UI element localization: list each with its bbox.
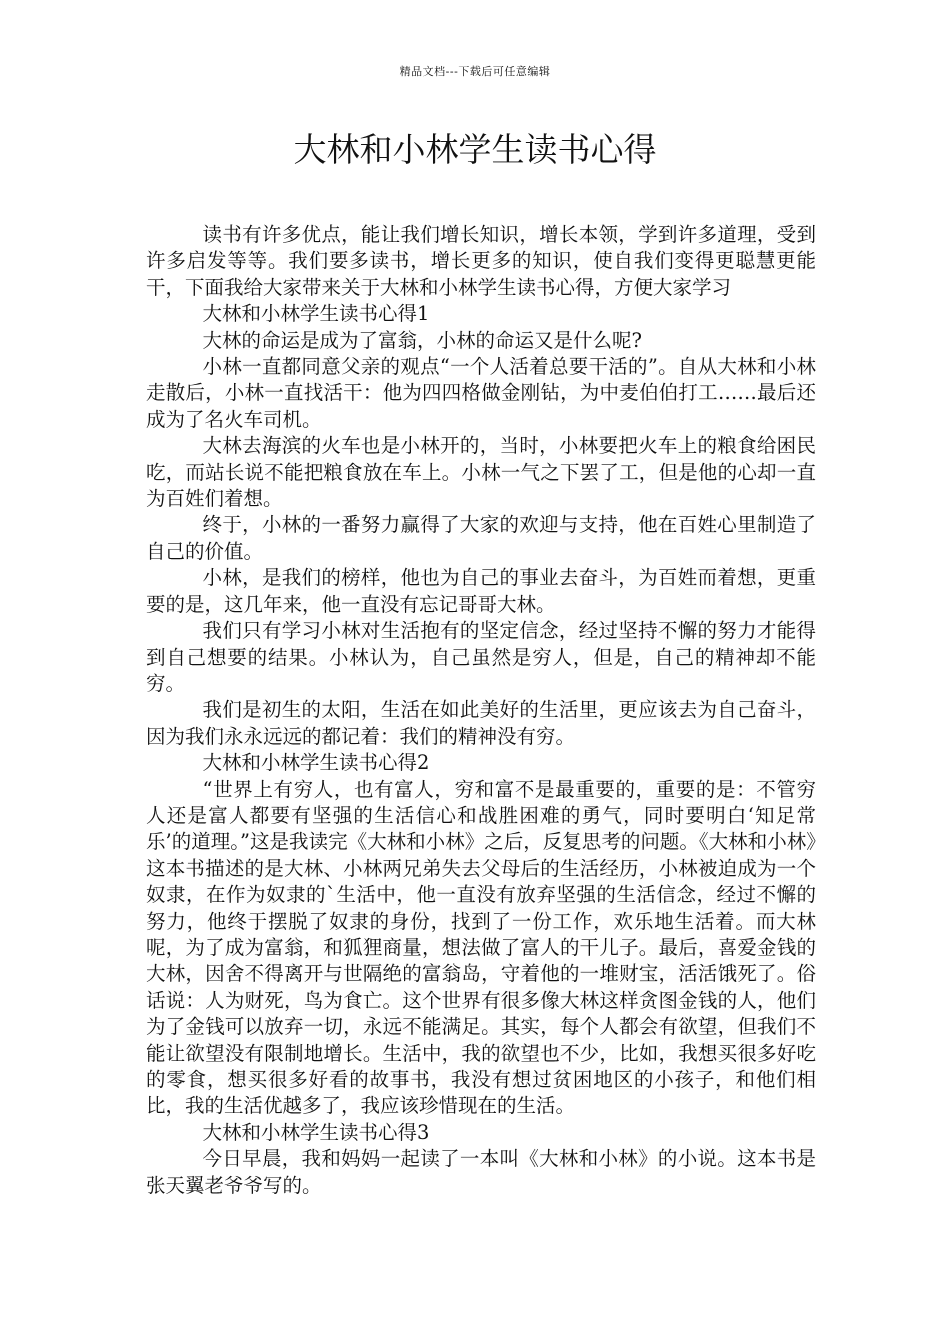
document-title: 大林和小林学生读书心得 bbox=[293, 130, 657, 169]
section-heading-1: 大林和小林学生读书心得1 bbox=[202, 302, 430, 326]
section-heading-2: 大林和小林学生读书心得2 bbox=[202, 751, 430, 775]
section-heading-3: 大林和小林学生读书心得3 bbox=[202, 1120, 430, 1144]
header-note: 精品文档---下载后可任意编辑 bbox=[399, 65, 551, 78]
paragraph: 大林去海滨的火车也是小林开的，当时，小林要把火车上的粮食给困民吃，而站长说不能把粮食放在车上。小林一气之下罢了工，但是他的心却一直为百姓们着想。 bbox=[146, 434, 816, 511]
paragraph: 小林一直都同意父亲的观点“一个人活着总要干活的”。自从大林和小林走散后，小林一直找活干：他为四四格做金刚钻，为中麦伯伯打工……最后还成为了名火车司机。 bbox=[146, 355, 816, 431]
document-body bbox=[146, 222, 816, 1199]
paragraph: 大林的命运是成为了富翁，小林的命运又是什么呢? bbox=[202, 328, 643, 352]
paragraph: 终于，小林的一番努力赢得了大家的欢迎与支持，他在百姓心里制造了自己的价值。 bbox=[146, 513, 816, 563]
paragraph: 我们只有学习小林对生活抱有的坚定信念，经过坚持不懈的努力才能得到自己想要的结果。小林认为，自己虽然是穷人，但是，自己的精神却不能穷。 bbox=[146, 619, 816, 695]
paragraph: 今日早晨，我和妈妈一起读了一本叫《大林和小林》的小说。这本书是张天翼老爷爷写的。 bbox=[146, 1147, 816, 1197]
paragraph: 小林，是我们的榜样，他也为自己的事业去奋斗，为百姓而着想，更重要的是，这几年来，他一直没有忘记哥哥大林。 bbox=[146, 566, 816, 616]
paragraph-intro: 读书有许多优点，能让我们增长知识，增长本领，学到许多道理，受到许多启发等等。我们要多读书，增长更多的知识，使自我们变得更聪慧更能干，下面我给大家带来关于大林和小林学生读书心得，方便大家学习 bbox=[146, 223, 816, 299]
paragraph: 我们是初生的太阳，生活在如此美好的生活里，更应该去为自己奋斗，因为我们永永远远的都记着：我们的精神没有穷。 bbox=[146, 698, 816, 748]
paragraph: “世界上有穷人，也有富人，穷和富不是最重要的，重要的是：不管穷人还是富人都要有坚强的生活信心和战胜困难的勇气，同时要明白‘知足常乐’的道理。”这是我读完《大林和小林》之后，反复思考的问题。《大林和小林》这本书描述的是大林、小林两兄弟失去父母后的生活经历，小林被迫成为一个奴隶，在作为奴隶的`生活中，他一直没有放弃坚强的生活信念，经过不懈的努力，他终于摆脱了奴隶的身份，找到了一份工作，欢乐地生活着。而大林呢，为了成为富翁，和狐狸商量，想法做了富人的干儿子。最后，喜爱金钱的大林，因舍不得离开与世隔绝的富翁岛，守着他的一堆财宝，活活饿死了。俗话说：人为财死，鸟为食亡。这个世界有很多像大林这样贪图金钱的人，他们为了金钱可以放弃一切，永远不能满足。其实，每个人都会有欲望，但我们不能让欲望没有限制地增长。生活中，我的欲望也不少，比如，我想买很多好吃的零食，想买很多好看的故事书，我没有想过贫困地区的小孩子，和他们相比，我的生活优越多了，我应该珍惜现在的生活。 bbox=[146, 777, 816, 1118]
